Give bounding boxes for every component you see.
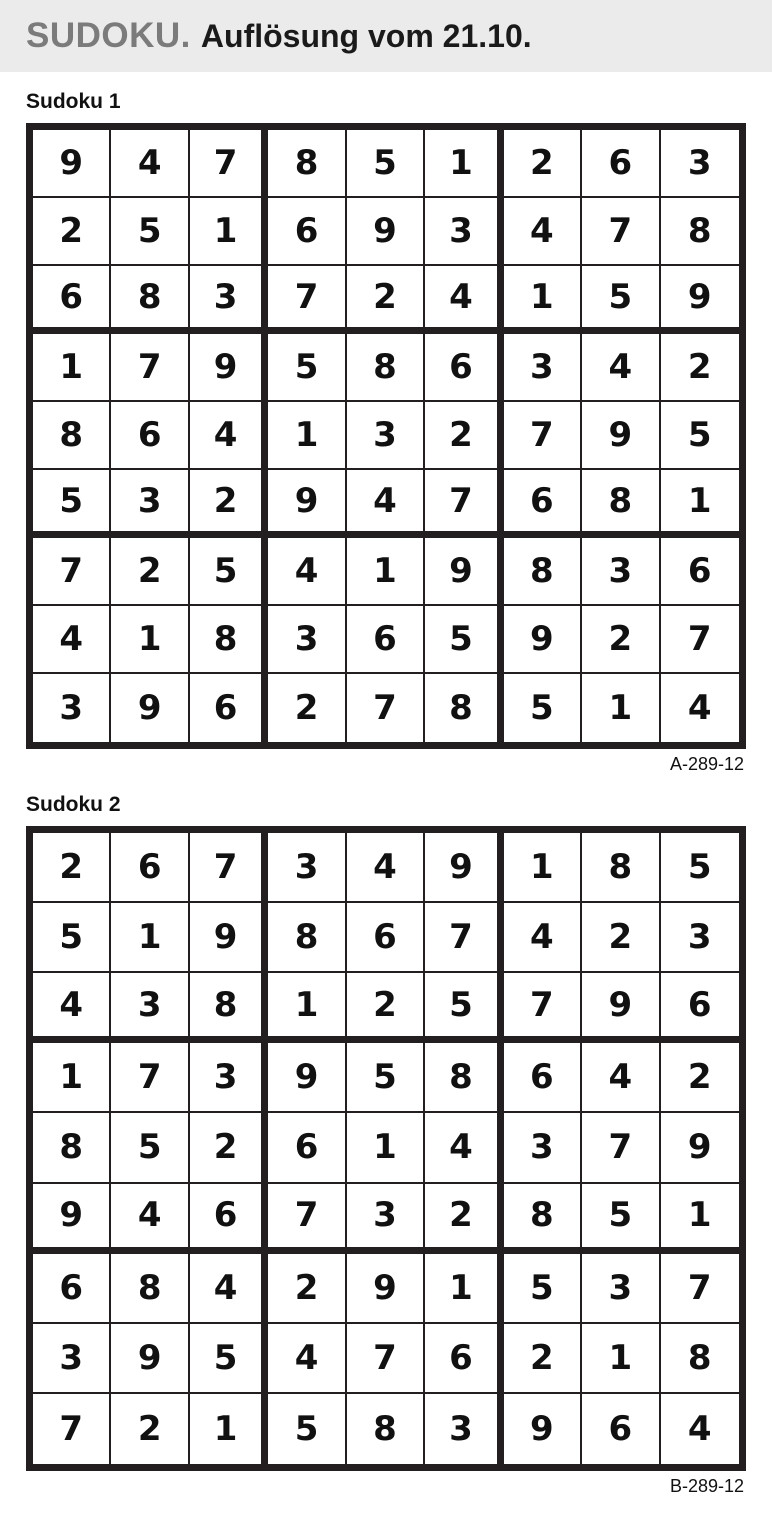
sudoku-cell: 9 [33,1184,111,1254]
sudoku-cell: 3 [347,1184,425,1254]
sudoku-cell: 3 [504,1113,582,1183]
sudoku-cell: 2 [111,1394,189,1464]
sudoku-cell: 3 [268,833,346,903]
sudoku-cell: 5 [190,1324,268,1394]
sudoku-cell: 7 [504,402,582,470]
sudoku-cell: 1 [190,1394,268,1464]
sudoku-cell: 7 [661,1254,739,1324]
sudoku-cell: 3 [582,1254,660,1324]
sudoku-cell: 4 [111,1184,189,1254]
sudoku-cell: 2 [504,130,582,198]
sudoku-cell: 8 [582,470,660,538]
sudoku-cell: 3 [661,130,739,198]
sudoku-cell: 6 [33,266,111,334]
sudoku-cell: 4 [268,538,346,606]
sudoku-cell: 2 [268,674,346,742]
sudoku-cell: 6 [425,334,503,402]
sudoku-cell: 5 [111,1113,189,1183]
sudoku-cell: 8 [347,1394,425,1464]
sudoku-cell: 1 [504,833,582,903]
sudoku-cell: 8 [33,402,111,470]
sudoku-cell: 1 [33,1043,111,1113]
sudoku-cell: 3 [582,538,660,606]
puzzle-2-label: Sudoku 2 [26,793,121,816]
sudoku-cell: 8 [111,1254,189,1324]
sudoku-cell: 5 [268,1394,346,1464]
sudoku-cell: 7 [190,833,268,903]
sudoku-cell: 1 [190,198,268,266]
puzzle-section-1 [0,90,772,775]
sudoku-cell: 9 [504,606,582,674]
sudoku-cell: 3 [425,198,503,266]
sudoku-cell: 4 [582,1043,660,1113]
sudoku-cell: 5 [111,198,189,266]
page-header [0,0,772,74]
puzzle-2-code: B-289-12 [669,1476,744,1496]
sudoku-grid-2 [26,826,746,1471]
sudoku-cell: 9 [268,1043,346,1113]
sudoku-cell: 7 [347,674,425,742]
sudoku-cell: 9 [33,130,111,198]
sudoku-cell: 4 [661,1394,739,1464]
sudoku-cell: 9 [661,266,739,334]
sudoku-cell: 9 [504,1394,582,1464]
sudoku-cell: 8 [268,903,346,973]
sudoku-cell: 7 [661,606,739,674]
sudoku-cell: 5 [582,266,660,334]
sudoku-cell: 2 [661,334,739,402]
sudoku-cell: 9 [347,1254,425,1324]
sudoku-cell: 6 [582,1394,660,1464]
sudoku-cell: 9 [111,1324,189,1394]
sudoku-cell: 6 [347,606,425,674]
sudoku-cell: 1 [347,1113,425,1183]
sudoku-cell: 5 [190,538,268,606]
sudoku-cell: 1 [111,606,189,674]
sudoku-cell: 5 [33,903,111,973]
sudoku-cell: 6 [661,973,739,1043]
sudoku-cell: 9 [582,973,660,1043]
sudoku-cell: 3 [111,973,189,1043]
sudoku-cell: 7 [33,1394,111,1464]
sudoku-cell: 1 [425,130,503,198]
sudoku-cell: 1 [582,674,660,742]
sudoku-cell: 9 [425,538,503,606]
sudoku-cell: 7 [111,334,189,402]
sudoku-cell: 9 [190,903,268,973]
sudoku-cell: 4 [347,470,425,538]
sudoku-cell: 2 [504,1324,582,1394]
sudoku-cell: 6 [504,1043,582,1113]
sudoku-cell: 2 [33,833,111,903]
sudoku-cell: 9 [190,334,268,402]
sudoku-cell: 3 [504,334,582,402]
sudoku-cell: 8 [33,1113,111,1183]
puzzle-section-2 [0,793,772,1497]
sudoku-cell: 2 [582,606,660,674]
section-divider [0,775,772,777]
sudoku-cell: 4 [347,833,425,903]
sudoku-cell: 3 [33,1324,111,1394]
sudoku-cell: 5 [33,470,111,538]
sudoku-cell: 4 [425,266,503,334]
sudoku-cell: 1 [268,973,346,1043]
sudoku-cell: 5 [425,973,503,1043]
sudoku-cell: 1 [582,1324,660,1394]
sudoku-cell: 4 [111,130,189,198]
sudoku-cell: 8 [190,973,268,1043]
sudoku-cell: 9 [425,833,503,903]
sudoku-cell: 8 [504,1184,582,1254]
sudoku-cell: 9 [268,470,346,538]
sudoku-cell: 7 [111,1043,189,1113]
sudoku-cell: 3 [111,470,189,538]
sudoku-cell: 8 [661,198,739,266]
sudoku-cell: 8 [190,606,268,674]
sudoku-cell: 6 [190,1184,268,1254]
sudoku-cell: 2 [347,973,425,1043]
sudoku-cell: 9 [111,674,189,742]
sudoku-cell: 4 [190,1254,268,1324]
sudoku-cell: 7 [347,1324,425,1394]
sudoku-cell: 5 [268,334,346,402]
sudoku-cell: 5 [661,402,739,470]
sudoku-cell: 4 [504,198,582,266]
sudoku-cell: 1 [504,266,582,334]
sudoku-cell: 8 [347,334,425,402]
sudoku-cell: 8 [661,1324,739,1394]
sudoku-cell: 2 [33,198,111,266]
sudoku-cell: 7 [268,1184,346,1254]
sudoku-cell: 8 [425,674,503,742]
sudoku-cell: 9 [582,402,660,470]
sudoku-cell: 4 [268,1324,346,1394]
sudoku-cell: 7 [504,973,582,1043]
sudoku-cell: 2 [425,402,503,470]
sudoku-cell: 1 [661,470,739,538]
sudoku-cell: 1 [111,903,189,973]
sudoku-cell: 4 [33,973,111,1043]
page-title: SUDOKU. [26,16,191,55]
sudoku-cell: 3 [347,402,425,470]
sudoku-cell: 5 [347,1043,425,1113]
sudoku-cell: 6 [582,130,660,198]
sudoku-cell: 4 [190,402,268,470]
sudoku-cell: 2 [111,538,189,606]
sudoku-cell: 4 [582,334,660,402]
sudoku-cell: 9 [347,198,425,266]
sudoku-cell: 8 [582,833,660,903]
sudoku-cell: 6 [504,470,582,538]
sudoku-cell: 3 [268,606,346,674]
sudoku-cell: 4 [661,674,739,742]
sudoku-cell: 1 [33,334,111,402]
sudoku-cell: 5 [347,130,425,198]
sudoku-cell: 6 [661,538,739,606]
sudoku-cell: 1 [347,538,425,606]
sudoku-cell: 6 [190,674,268,742]
sudoku-cell: 5 [425,606,503,674]
puzzle-1-label: Sudoku 1 [26,90,121,113]
sudoku-cell: 6 [33,1254,111,1324]
sudoku-cell: 3 [425,1394,503,1464]
sudoku-cell: 5 [504,674,582,742]
sudoku-cell: 1 [425,1254,503,1324]
sudoku-cell: 4 [33,606,111,674]
sudoku-cell: 5 [504,1254,582,1324]
sudoku-cell: 8 [111,266,189,334]
sudoku-cell: 7 [33,538,111,606]
sudoku-cell: 3 [33,674,111,742]
sudoku-cell: 6 [268,198,346,266]
sudoku-cell: 2 [268,1254,346,1324]
sudoku-cell: 6 [425,1324,503,1394]
sudoku-cell: 5 [661,833,739,903]
sudoku-cell: 1 [268,402,346,470]
sudoku-cell: 7 [582,1113,660,1183]
sudoku-cell: 3 [190,266,268,334]
sudoku-cell: 6 [347,903,425,973]
sudoku-cell: 3 [190,1043,268,1113]
sudoku-cell: 8 [425,1043,503,1113]
sudoku-cell: 4 [504,903,582,973]
sudoku-cell: 7 [425,470,503,538]
sudoku-cell: 6 [268,1113,346,1183]
sudoku-cell: 6 [111,833,189,903]
sudoku-cell: 2 [347,266,425,334]
sudoku-cell: 2 [425,1184,503,1254]
sudoku-cell: 7 [425,903,503,973]
sudoku-grid-1 [26,123,746,749]
sudoku-cell: 5 [582,1184,660,1254]
sudoku-cell: 8 [504,538,582,606]
sudoku-cell: 9 [661,1113,739,1183]
sudoku-cell: 7 [190,130,268,198]
sudoku-cell: 2 [190,470,268,538]
sudoku-cell: 7 [268,266,346,334]
page-subtitle: Auflösung vom 21.10. [200,17,532,54]
sudoku-cell: 2 [661,1043,739,1113]
sudoku-cell: 7 [582,198,660,266]
sudoku-cell: 6 [111,402,189,470]
puzzle-1-code: A-289-12 [669,754,744,774]
sudoku-cell: 8 [268,130,346,198]
sudoku-cell: 3 [661,903,739,973]
sudoku-cell: 2 [190,1113,268,1183]
sudoku-cell: 2 [582,903,660,973]
sudoku-cell: 4 [425,1113,503,1183]
sudoku-cell: 1 [661,1184,739,1254]
